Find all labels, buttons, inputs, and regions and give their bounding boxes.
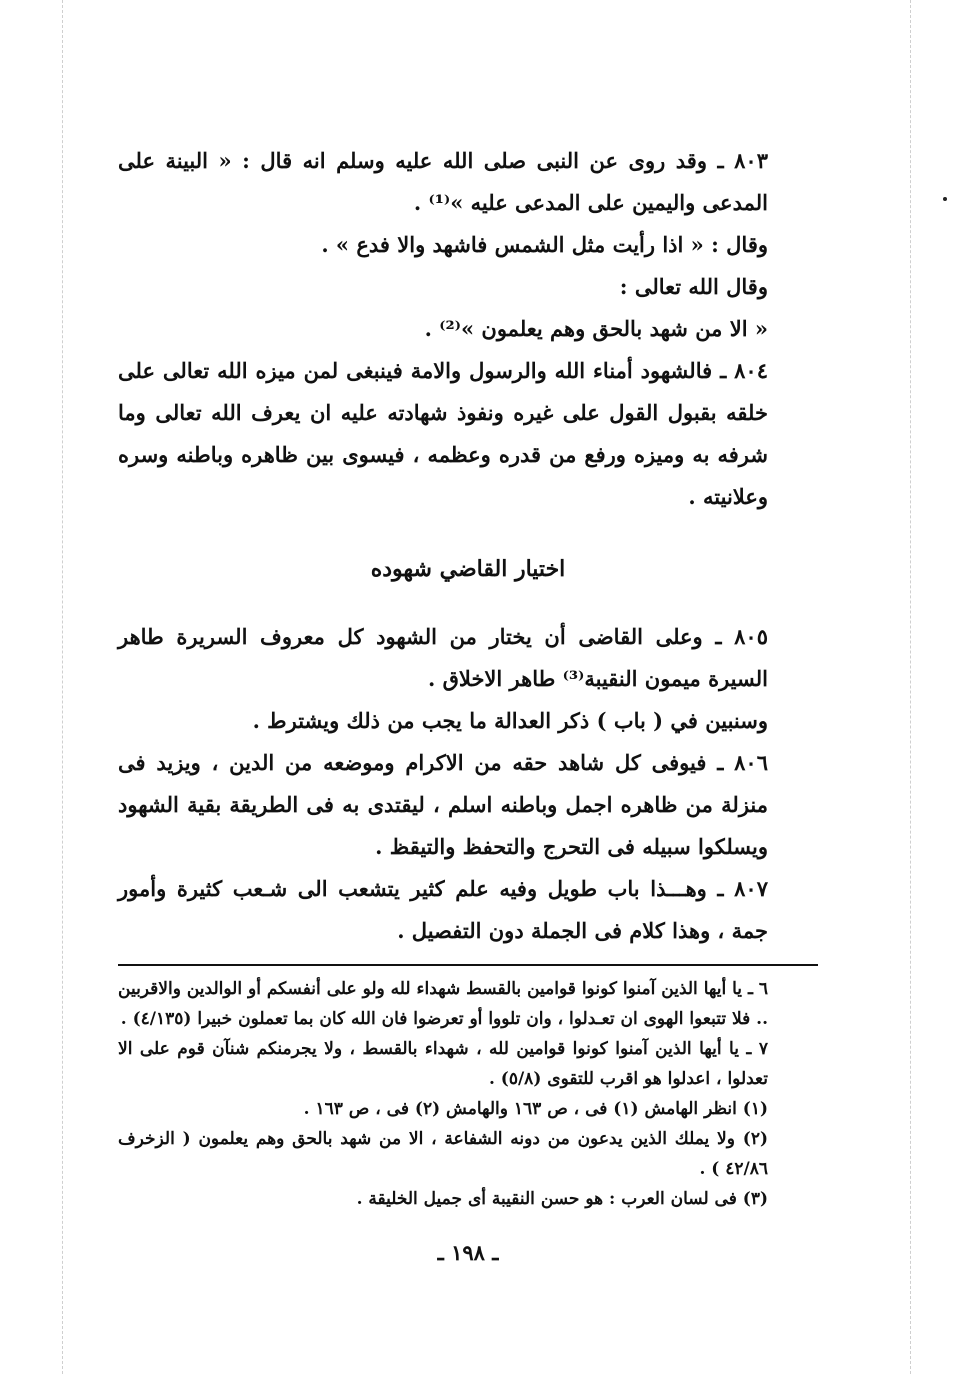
paragraph-803-quran-intro: وقال الله تعالى :: [619, 274, 768, 299]
paragraph-807: ٨٠٧ ـ وهـــذا باب طويل وفيه علم كثير يتشعب الى شـعب كثيرة وأمور جمة ، وهذا كلام فى الجملة دون التفصيل .: [118, 876, 768, 943]
stray-mark: [943, 197, 947, 201]
paragraph-805: ٨٠٥ ـ وعلى القاضى أن يختار من الشهود كل معروف السريرة طاهر السيرة ميمون النقيبة⁽³⁾ طاهر الاخلاق .: [118, 624, 768, 691]
section-heading: اختيار القاضي شهوده: [370, 556, 566, 582]
paragraph-805-note: وسنبين في ( باب ) ذكر العدالة ما يجب من ذلك ويشترط .: [252, 708, 768, 733]
scan-guide-left: [62, 0, 63, 1374]
paragraph-803-saying: وقال : « اذا رأيت مثل الشمس فاشهد والا فدع » .: [321, 232, 768, 257]
footnote-6: ٦ ـ يا أيها الذين آمنوا كونوا قوامين بالقسط شهداء لله ولو على أنفسكم أو الوالدين والاقربين .. فلا تتبعوا الهوى ان تعـدلوا ، وان تلووا أو تعرضوا فان الله كان بما تعملون خبيرا (٤/١٣٥) .: [118, 979, 768, 1029]
footnote-1: (١) انظر الهامش (١) فى ، ص ١٦٣ والهامش (٢) فى ، ص ١٦٣ .: [303, 1099, 768, 1119]
footnote-7: ٧ ـ يا أيها الذين آمنوا كونوا قوامين لله ، شهداء بالقسط ، ولا يجرمنكم شنآن قوم على الا تعدلوا ، اعدلوا هو اقرب للتقوى (٥/٨) .: [118, 1039, 768, 1089]
scan-guide-right: [910, 0, 911, 1374]
footnote-divider: [118, 964, 818, 966]
paragraph-803-quran-verse: « الا من شهد بالحق وهم يعلمون »⁽²⁾ .: [424, 316, 768, 341]
page-number: ـ ١٩٨ ـ: [437, 1240, 499, 1265]
footnote-3: (٣) فى لسان العرب : هو حسن النقيبة أى جميل الخليقة .: [356, 1189, 768, 1209]
document-page: [118, 140, 818, 1265]
paragraph-806: ٨٠٦ ـ فيوفى كل شاهد حقه من الاكرام وموضعه من الدين ، ويزيد فى منزلة من ظاهره اجمل وباطنه اسلم ، ليقتدى به فى الطريقة بقية الشهود ويسلكوا سبيله فى التحرج والتحفظ والتيقظ .: [118, 750, 768, 859]
footnote-2: (٢) ولا يملك الذين يدعون من دونه الشفاعة ، الا من شهد بالحق وهم يعلمون ( الزخرف ٤٢/٨٦ ) .: [118, 1129, 768, 1179]
paragraph-804: ٨٠٤ ـ فالشهود أمناء الله والرسول والامة فينبغى لمن ميزه الله تعالى على خلقه بقبول القول على غيره ونفوذ شهادته عليه ان يعرف الله تعالى وما شرفه به وميزه ورفع من قدره وعظمه ، فيسوى بين ظاهره وباطنه وسره وعلانيته .: [118, 358, 768, 509]
paragraph-803-hadith: ٨٠٣ ـ وقد روى عن النبى صلى الله عليه وسلم انه قال : « البينة على المدعى واليمين على المدعى عليه »⁽¹⁾ .: [118, 148, 768, 215]
